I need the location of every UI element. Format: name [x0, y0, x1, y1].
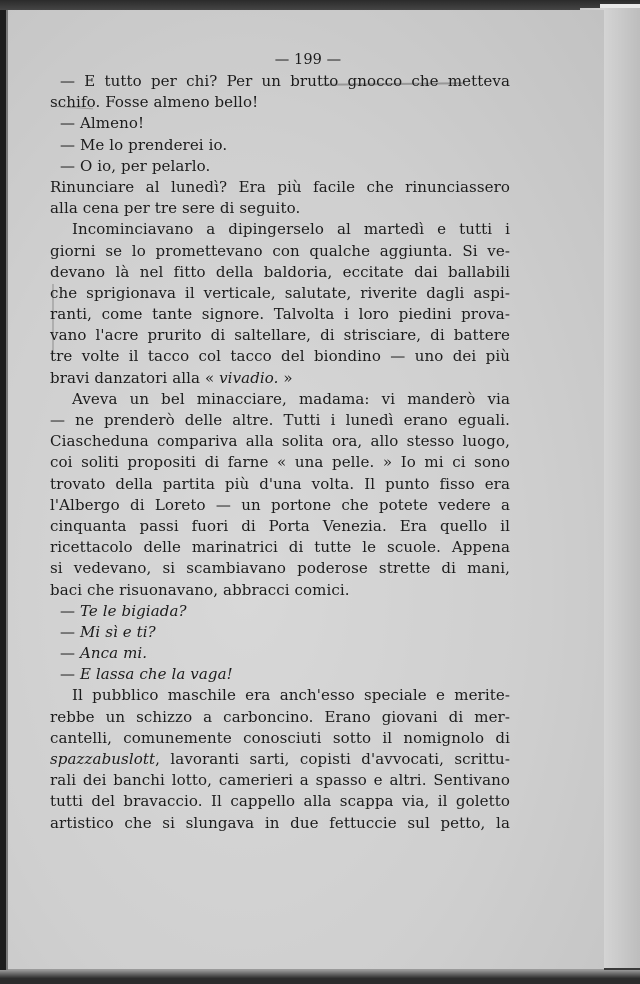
text-line: [50, 156, 510, 177]
text-line: [50, 304, 510, 325]
text-line: [50, 495, 510, 516]
text-line: [50, 749, 510, 770]
italic-text: vivadio.: [219, 368, 279, 387]
text-line: [50, 558, 510, 579]
text-line: [50, 410, 510, 431]
italic-text: E lassa che la vaga!: [79, 665, 233, 684]
text-line: [50, 664, 510, 685]
text-line: [50, 198, 510, 219]
text-run: che sprigionava il verticale, salutate, riverite dagli aspi-: [50, 283, 510, 302]
text-run: —: [60, 644, 80, 663]
text-line: [50, 92, 510, 113]
italic-text: spazzabuslott: [50, 750, 156, 768]
text-line: [50, 516, 510, 537]
text-run: coi soliti propositi di farne « una pelle. » Io mi ci sono: [50, 453, 510, 472]
text-run: Incominciavano a dipingerselo al martedì e tutti i: [72, 220, 510, 239]
text-run: schifo. Fosse almeno bello!: [50, 93, 259, 112]
text-line: [50, 452, 510, 473]
scan-bottom-edge: [0, 970, 640, 984]
italic-text: Anca mi.: [79, 644, 148, 663]
text-line: [50, 346, 510, 367]
text-run: —: [60, 665, 80, 684]
text-line: [50, 241, 510, 262]
italic-text: Mi sì e ti?: [79, 622, 156, 641]
text-run: —: [60, 622, 80, 641]
text-run: rebbe un schizzo a carboncino. Erano giovani di mer-: [50, 707, 510, 726]
text-run: Ciascheduna compariva alla solita ora, allo stesso luogo,: [50, 432, 510, 451]
text-run: — Almeno!: [60, 114, 145, 133]
text-lines: [50, 71, 510, 834]
text-line: [50, 177, 510, 198]
text-line: [50, 368, 510, 389]
text-line: [50, 537, 510, 558]
text-run: , lavoranti sarti, copisti d'avvocati, scrittu-: [155, 750, 510, 768]
text-run: baci che risuonavano, abbracci comici.: [50, 580, 350, 599]
text-line: [50, 283, 510, 304]
text-run: cantelli, comunemente conosciuti sotto il nomignolo di: [50, 728, 510, 747]
text-line: [50, 791, 510, 812]
text-run: ranti, come tante signore. Talvolta i loro piedini prova-: [50, 305, 510, 324]
text-line: [50, 262, 510, 283]
scan-left-edge: [0, 10, 6, 984]
text-run: ricettacolo delle marinatrici di tutte le scuole. Appena: [50, 538, 510, 557]
text-line: [50, 813, 510, 834]
text-run: devano là nel fitto della baldoria, eccitate dai ballabili: [50, 262, 510, 281]
text-line: [50, 389, 510, 410]
text-line: [50, 685, 510, 706]
text-line: [50, 770, 510, 791]
text-run: bravi danzatori alla «: [50, 368, 220, 387]
text-run: artistico che si slungava in due fettuccie sul petto, la: [50, 813, 510, 832]
page-text-body: [50, 50, 510, 834]
text-run: si vedevano, si scambiavano poderose strette di mani,: [50, 559, 510, 578]
text-line: [50, 135, 510, 156]
text-run: giorni se lo promettevano con qualche aggiunta. Si ve-: [50, 241, 510, 260]
text-run: — Me lo prenderei io.: [60, 135, 228, 154]
text-line: [50, 707, 510, 728]
italic-text: Te le bigiada?: [79, 601, 187, 620]
text-line: [50, 622, 510, 643]
text-line: [50, 601, 510, 622]
text-run: rali dei banchi lotto, camerieri a spasso e altri. Sentivano: [50, 771, 510, 790]
page-number: — 199 —: [274, 52, 342, 68]
text-run: —: [60, 601, 80, 620]
text-run: — O io, per pelarlo.: [60, 156, 211, 175]
text-run: trovato della partita più d'una volta. Il punto fisso era: [50, 474, 510, 493]
text-run: cinquanta passi fuori di Porta Venezia. Era quello il: [50, 516, 510, 535]
text-line: [50, 580, 510, 601]
text-run: tre volte il tacco col tacco del biondino — uno dei più: [50, 347, 510, 366]
text-run: — E tutto per chi? Per un brutto gnocco che metteva: [60, 72, 510, 90]
text-line: [50, 113, 510, 134]
text-run: Aveva un bel minacciare, madama: vi manderò via: [72, 389, 510, 408]
text-line: [50, 71, 510, 92]
text-run: Il pubblico maschile era anch'esso speciale e merite-: [72, 686, 510, 705]
text-run: — ne prenderò delle altre. Tutti i lunedì erano eguali.: [50, 411, 510, 429]
text-run: tutti del bravaccio. Il cappello alla scappa via, il goletto: [50, 792, 510, 811]
text-run: Rinunciare al lunedì? Era più facile che rinunciassero: [50, 177, 510, 196]
text-line: [50, 728, 510, 749]
text-line: [50, 325, 510, 346]
text-line: [50, 643, 510, 664]
text-run: »: [278, 368, 293, 387]
text-run: vano l'acre prurito di saltellare, di strisciare, di battere: [50, 326, 510, 345]
text-line: [50, 219, 510, 240]
text-run: l'Albergo di Loreto — un portone che potete vedere a: [50, 495, 510, 514]
text-line: [50, 431, 510, 452]
text-line: [50, 474, 510, 495]
text-run: alla cena per tre sere di seguito.: [50, 199, 301, 218]
